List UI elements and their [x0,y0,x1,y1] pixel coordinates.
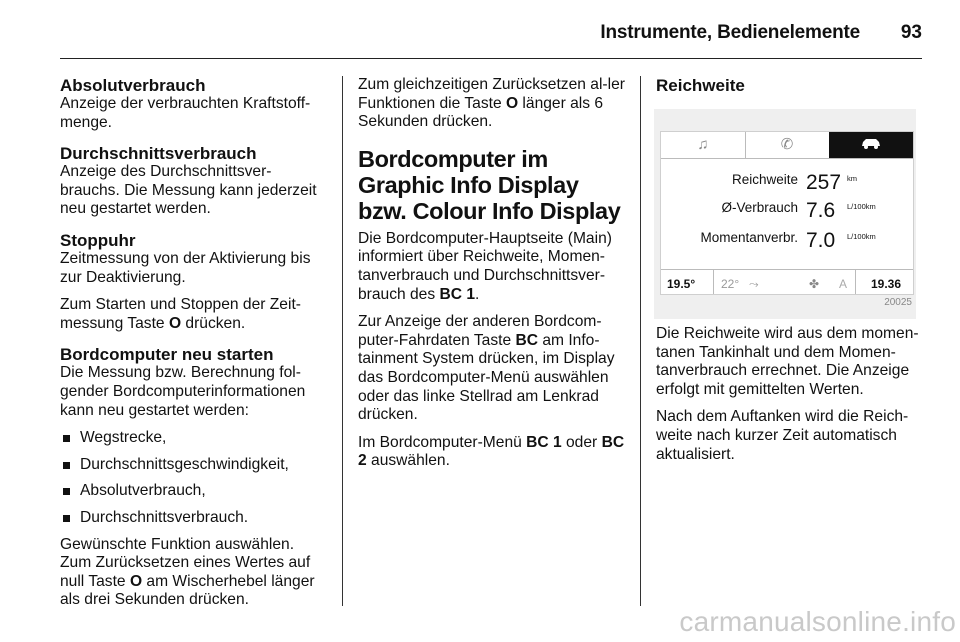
list-item: Absolutverbrauch, [60,482,328,501]
display-row-verbrauch [661,194,913,222]
key-label: O [505,94,519,112]
paragraph: Im Bordcomputer-Menü BC 1 oder BC 2 auswählen. [358,433,625,470]
tab-audio [661,132,746,158]
section-heading: Absolutverbrauch [60,76,206,95]
column-left [60,76,328,610]
key-label: BC 1 [526,433,562,451]
row-label: Momentanverbr. [700,230,798,246]
section-absolutverbrauch [60,76,328,132]
list-item: Durchschnittsverbrauch. [60,509,328,528]
key-label: BC [515,331,539,349]
set-temperature: 22° [721,277,740,291]
paragraph: Die Bordcomputer-Hauptseite (Main) informiert über Reichweite, Momen-tanverbrauch und Durchschnittsver-brauch des BC 1. [358,229,612,303]
chapter-heading: Bordcomputer im Graphic Info Display bzw. Colour Info Display [358,145,621,224]
bullet-list [60,429,328,527]
car-icon [829,136,913,155]
key-label: BC 2 [358,433,625,470]
page-number: 93 [900,22,922,43]
phone-icon: ✆ [780,136,794,153]
section-durchschnittsverbrauch [60,144,328,219]
row-value: 7.6 [806,199,836,223]
key-label: BC 1 [439,285,476,303]
page-title: Instrumente, Bedienelemente [600,22,860,43]
key-label: O [129,572,143,590]
key-label: O [168,314,182,332]
section-text: Zeitmessung von der Aktivierung bis zur Deaktivierung. [60,249,311,286]
row-label: Ø-Verbrauch [721,200,798,216]
section-heading: Durchschnittsverbrauch [60,144,257,164]
image-number: 20025 [884,297,912,309]
row-label: Reichweite [731,172,798,188]
section-text: Anzeige des Durchschnittsver-brauchs. Die Messung kann jederzeit neu gestartet werden. [60,163,317,218]
paragraph: Zum gleichzeitigen Zurücksetzen al-ler Funktionen die Taste O länger als 6 Sekunden drücken. [358,76,625,131]
display-row-momentanverbrauch [661,224,913,252]
section-text: Gewünschte Funktion auswählen. Zum Zurücksetzen eines Wertes auf null Taste O am Wischerhebel länger als drei Sekunden drücken. [60,535,315,609]
page-header [60,16,922,54]
display-tabs [661,132,913,159]
section-text: Anzeige der verbrauchten Kraftstoff-menge. [60,95,311,131]
section-heading: Reichweite [656,76,745,95]
section-bordcomputer-neu-starten [60,345,328,610]
music-note-icon: ♫ [697,136,709,153]
tab-vehicle [829,132,913,158]
display-row-reichweite [661,166,913,194]
clock-time: 19.36 [871,277,902,291]
tab-phone [745,132,830,158]
section-text: Zum Starten und Stoppen der Zeit-messung Taste O drücken. [60,296,301,332]
list-item: Durchschnittsgeschwindigkeit, [60,456,328,475]
paragraph: Die Reichweite wird aus dem momen-tanen Tankinhalt und dem Momen-tanverbrauch errechnet. Die Anzeige erfolgt mit gemittelten Werten. [656,325,919,398]
row-value: 7.0 [806,229,836,253]
column-divider [342,76,343,606]
section-heading: Bordcomputer neu starten [60,345,274,365]
row-unit: km [847,174,857,184]
column-right [656,76,924,473]
auto-indicator: A [839,277,848,291]
row-unit: L/100km [847,232,876,242]
info-display-illustration [654,109,916,319]
section-heading: Stoppuhr [60,230,136,250]
column-divider [640,76,641,606]
display-status-bar [661,269,913,294]
row-unit: L/100km [847,202,876,212]
row-value: 257 [806,171,842,195]
column-middle [358,76,628,480]
section-stoppuhr [60,231,328,333]
airflow-icon: ⤳ [749,277,759,291]
paragraph: Zur Anzeige der anderen Bordcom-puter-Fahrdaten Taste BC am Info-tainment System drücken, im Display das Bordcomputer-Menü auswählen oder das linke Stellrad am Lenkrad drücken. [358,313,615,424]
list-item: Wegstrecke, [60,429,328,448]
section-text: Die Messung bzw. Berechnung fol-gender Bordcomputerinformationen kann neu gestartet werden: [60,364,306,419]
paragraph: Nach dem Auftanken wird die Reich-weite nach kurzer Zeit automatisch aktualisiert. [656,408,909,463]
watermark: carmanualsonline.info [679,606,956,637]
outside-temperature: 19.5° [667,277,696,291]
fan-icon: ✤ [809,277,820,291]
header-rule [60,58,922,59]
display-screen [660,131,914,295]
